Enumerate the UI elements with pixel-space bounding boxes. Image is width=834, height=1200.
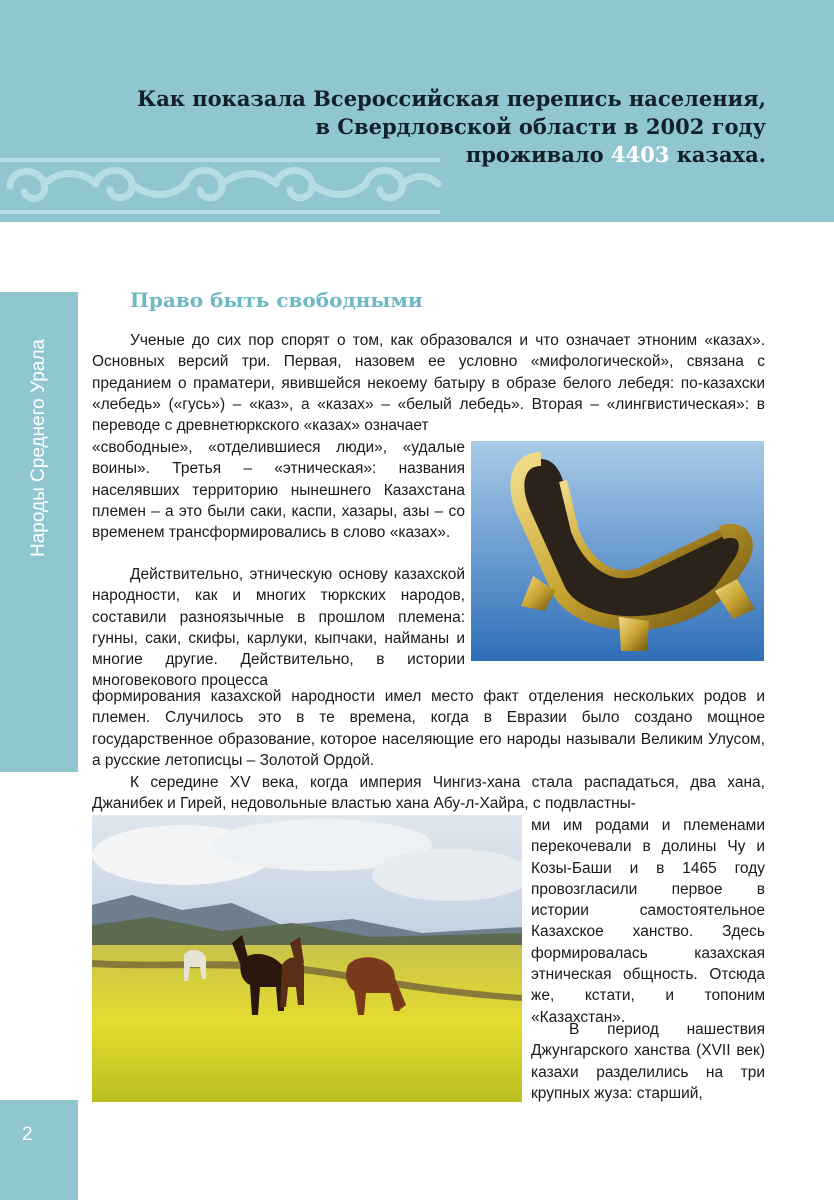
headline-line-2: в Свердловской области в 2002 году	[315, 114, 766, 139]
population-number: 4403	[611, 142, 670, 167]
headline-line-1: Как показала Всероссийская перепись населения,	[137, 86, 766, 111]
paragraph-4: формирования казахской народности имел место факт отделения нескольких родов и племен. Случилось это в те времена, когда в Евразии было создано мощное государственное образование, которое населяющие его народы называли Великим Улусом, а русские летописцы – Золотой Ордой.	[92, 688, 765, 769]
paragraph-7: В период нашествия Джунгарского ханства (XVII век) казахи разделились на три крупных жуза: старший,	[531, 1021, 765, 1102]
header-banner	[0, 0, 834, 222]
page-number: 2	[22, 1124, 33, 1145]
paragraph-2: «свободные», «отделившиеся люди», «удалые воины». Третья – «этническая»: названия населявших территорию нынешнего Казахстана племен – а это были саки, каспи, хазары, азы – со временем трансформировались в слово «казах».	[92, 439, 465, 542]
steppe-horses-photo-icon	[92, 815, 522, 1102]
paragraph-6: ми им родами и племенами перекочевали в долины Чу и Козы-Баши и в 1465 году провозгласили первое в истории самостоятельное Казахское ханство. Здесь формировалась казахская этническая общность. Отсюда же, кстати, и топоним «Казахстан».	[531, 817, 765, 1026]
section-title: Право быть свободными	[130, 288, 423, 312]
headline	[66, 85, 766, 169]
side-tab-label: Народы Среднего Урала	[28, 339, 49, 557]
headline-suffix: казаха.	[676, 142, 766, 167]
headline-prefix: проживало	[465, 142, 604, 167]
paragraph-3: Действительно, этническую основу казахской народности, как и многих тюркских народов, составили разноязычные в прошлом племена: гунны, саки, скифы, карлуки, кыпчаки, найманы и многие другие. Действительно, в истории многовекового процесса	[92, 566, 465, 690]
page-number-tab	[0, 1100, 78, 1200]
saddle-photo-icon	[471, 441, 764, 661]
paragraph-5: К середине XV века, когда империя Чингиз-хана стала распадаться, два хана, Джанибек и Гирей, недовольные властью хана Абу-л-Хайра, с подвластны-	[92, 774, 765, 813]
headline-line-3	[66, 141, 766, 169]
paragraph-1: Ученые до сих пор спорят о том, как образовался и что означает этноним «казах». Основных версий три. Первая, назовем ее условно «мифологической», связана с преданием о праматери, явившейся некоему батыру в образе белого лебедя: по-казахски «лебедь» («гусь») – «каз», а «казах» – «белый лебедь». Вторая – «лингвистическая»: в переводе с древнетюркского «казах» означает	[92, 332, 765, 435]
